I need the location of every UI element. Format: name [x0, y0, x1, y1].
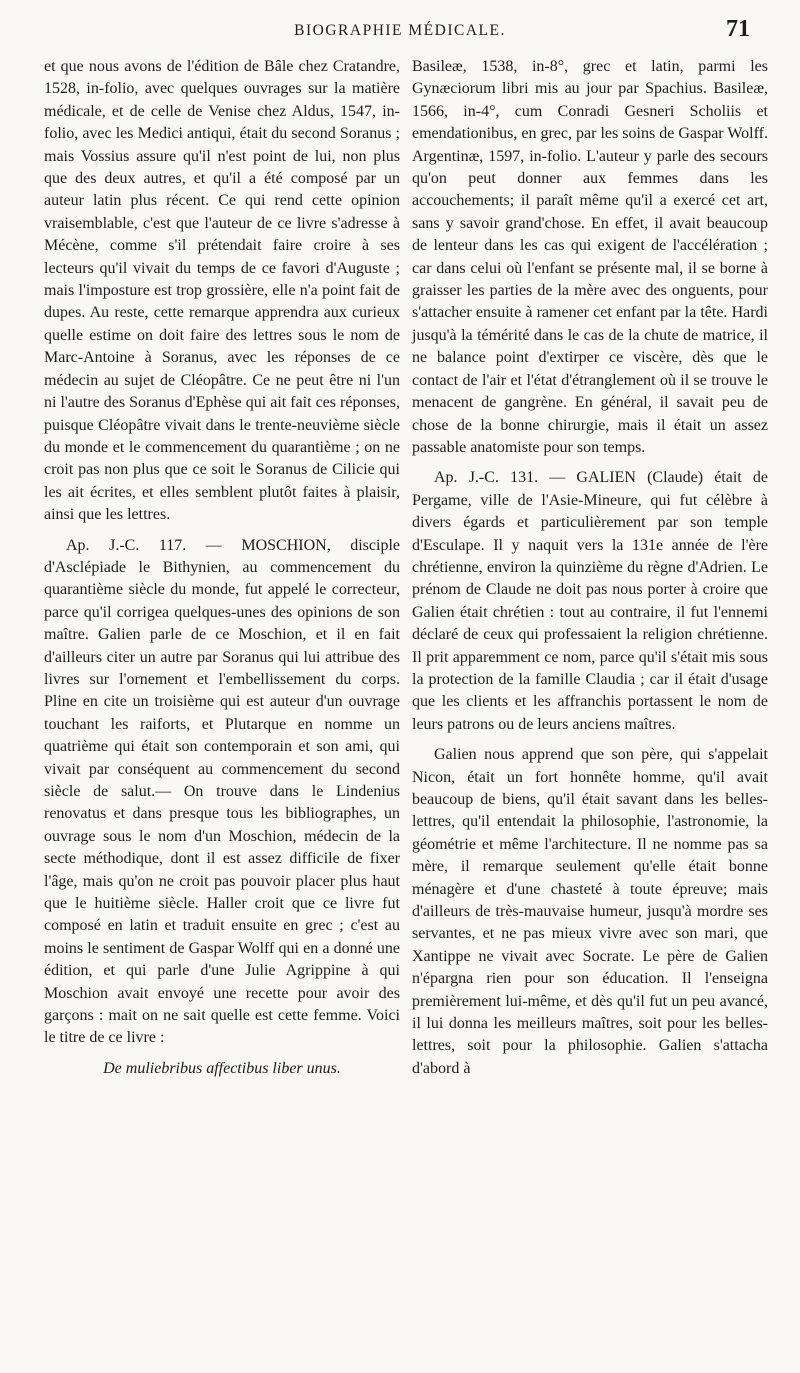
running-head: [0, 16, 800, 52]
left-book-title: De muliebribus affectibus liber unus.: [103, 1059, 341, 1077]
page-number: 71: [726, 16, 750, 42]
left-column: [44, 56, 400, 1088]
right-paragraph-galien: Ap. J.-C. 131. — GALIEN (Claude) était de Pergame, ville de l'Asie-Mineure, qui fut célèbre à divers égards et particulièrement par son temple d'Esculape. Il y naquit vers la 131e année de l'ère chrétienne, environ la quinzième du règne d'Adrien. Le prénom de Claude ne doit pas nous porter à croire que Galien était chrétien : tout au contraire, il fut l'ennemi déclaré de ceux qui professaient la religion chrétienne. Il prit apparemment ce nom, parce qu'il s'était mis sous la protection de la famille Claudia ; car il était d'usage que les clients et les affranchis portassent le nom de leurs patrons ou de leurs anciens maîtres.: [412, 469, 768, 733]
running-title: BIOGRAPHIE MÉDICALE.: [294, 22, 506, 39]
right-paragraph-1: Basileæ, 1538, in-8°, grec et latin, parmi les Gynæciorum libri mis au jour par Spachius. Basileæ, 1566, in-4°, cum Conradi Gesneri Scholiis et emendationibus, en grec, par les soins de Gaspar Wolff. Argentinæ, 1597, in-folio. L'auteur y parle des secours qu'on peut donner aux femmes dans les accouchements; il paraît même qu'il a exercé cet art, sans y savoir grand'chose. En effet, il avait beaucoup de lenteur dans les cas qui exigent de l'accélération ; car dans celui où l'enfant se présente mal, il se borne à graisser les parties de la mère avec des onguents, pour s'attacher ensuite à ramener cet enfant par la tête. Hardi jusqu'à la témérité dans le cas de la chute de matrice, il ne balance point d'extirper ce viscère, dès que le contact de l'air et l'état d'étranglement où il se trouve le menacent de gangrène. En général, il savait peu de chose de la bonne chirurgie, mais il était un assez passable anatomiste pour son temps.: [412, 58, 768, 456]
left-paragraph-1: et que nous avons de l'édition de Bâle chez Cratandre, 1528, in-folio, avec quelques ouvrages sur la matière médicale, et de celle de Venise chez Aldus, 1547, in-folio, avec les Medici antiqui, était du second Soranus ; mais Vossius assure qu'il n'est point de lui, non plus que des deux autres, et qu'il a été composé par un auteur latin plus récent. Ce qui rend cette opinion vraisemblable, c'est que l'auteur de ce livre s'adresse à Mécène, comme s'il prétendait faire croire à ses lecteurs qu'il vivait du temps de ce favori d'Auguste ; mais l'imposture est trop grossière, elle n'a point fait de dupes. Au reste, cette remarque apprendra aux curieux quelle estime on doit faire des lettres sous le nom de Marc-Antoine à Soranus, avec les réponses de ce médecin au sujet de Cléopâtre. Ce ne peut être ni l'un ni l'autre des Soranus d'Ephèse qui ait fait ces réponses, puisque Cléopâtre vivait dans le trente-neuvième siècle du monde et le commencement du quarantième ; on ne croit pas non plus que ce soit le Soranus de Cilicie qui les ait écrites, et elles semblent plutôt faites à plaisir, ainsi que les lettres.: [44, 58, 400, 524]
right-column: [412, 56, 768, 1088]
left-paragraph-moschion: Ap. J.-C. 117. — MOSCHION, disciple d'Asclépiade le Bithynien, au commencement du quarantième siècle du monde, fut appelé le correcteur, parce qu'il corrigea quelques-unes des opinions de son maître. Galien parle de ce Moschion, et il en fait d'ailleurs citer un autre par Soranus qui lui attribue des livres sur l'ornement et l'embellissement du corps. Pline en cite un troisième qui est auteur d'un ouvrage touchant les raiforts, et Plutarque en nomme un quatrième qui était son contemporain et son ami, qui vivait par conséquent au commencement du second siècle de salut.— On trouve dans le Lindenius renovatus et dans presque tous les bibliographes, un ouvrage sous le nom d'un Moschion, médecin de la secte méthodique, dont il est assez difficile de fixer l'âge, mais qu'on ne croit pas pouvoir placer plus haut que le huitième siècle. Haller croit que ce livre fut composé en latin et traduit ensuite en grec ; c'est au moins le sentiment de Gaspar Wolff qui en a donné une édition, et qui parle d'une Julie Agrippine à qui Moschion avait envoyé une recette pour avoir des garçons : mait on ne sait quelle est cette femme. Voici le titre de ce livre :: [44, 536, 400, 1047]
right-paragraph-galien-father: Galien nous apprend que son père, qui s'appelait Nicon, était un fort honnête homme, qu'il avait beaucoup de biens, qu'il était savant dans les belles-lettres, qu'il entendait la philosophie, l'astronomie, la géométrie et même l'architecture. Il ne nomme pas sa mère, il remarque seulement qu'elle était bonne ménagère et d'une chasteté à toute épreuve; mais d'ailleurs de très-mauvaise humeur, jusqu'à mordre ses servantes, et ne pas mieux vivre avec son mari, que Xantippe ne vivait avec Socrate. Le père de Galien n'épargna rien pour son éducation. Il l'enseigna premièrement lui-même, et dès qu'il fut un peu avancé, il lui donna les meilleurs maîtres, soit pour les belles-lettres, soit pour la philosophie. Galien s'attacha d'abord à: [412, 746, 768, 1077]
